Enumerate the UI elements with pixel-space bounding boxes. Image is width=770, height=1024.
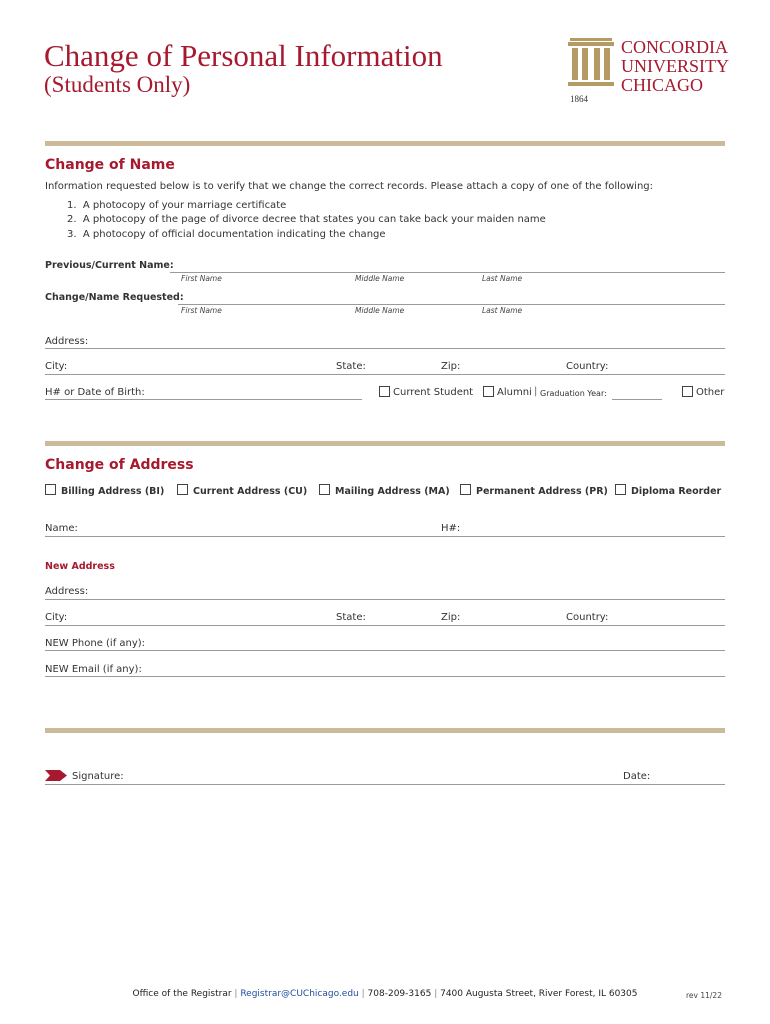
list-item: 1. A photocopy of your marriage certificate (67, 200, 287, 211)
footer-address: 7400 Augusta Street, River Forest, IL 60305 (440, 989, 638, 999)
new-city-state-zip-field[interactable] (45, 625, 725, 626)
footer: Office of the Registrar | Registrar@CUChicago.edu | 708-209-3165 | 7400 Augusta Street, River Forest, IL 60305 (132, 989, 638, 999)
diploma-reorder-checkbox[interactable] (615, 484, 626, 495)
zip-label: Zip: (441, 361, 461, 372)
billing-address-label: Billing Address (BI) (61, 486, 165, 497)
section-divider-1 (45, 141, 725, 146)
mailing-address-label: Mailing Address (MA) (335, 486, 450, 497)
middle-name-caption: Middle Name (355, 274, 405, 283)
permanent-address-checkbox[interactable] (460, 484, 471, 495)
signature-label: Signature: (72, 771, 124, 782)
new-address-heading: New Address (45, 561, 115, 572)
permanent-address-label: Permanent Address (PR) (476, 486, 608, 497)
first-name-caption: First Name (181, 274, 222, 283)
footer-phone: 708-209-3165 (367, 989, 432, 999)
separator: | (534, 386, 538, 397)
other-checkbox[interactable] (682, 386, 693, 397)
city-state-zip-field[interactable] (45, 374, 725, 375)
alumni-checkbox[interactable] (483, 386, 494, 397)
address-label: Address: (45, 336, 89, 347)
city-label: City: (45, 361, 68, 372)
first-name-caption: First Name (181, 306, 222, 315)
graduation-year-label: Graduation Year: (540, 389, 607, 398)
new-address-field[interactable] (45, 599, 725, 600)
list-item: 2. A photocopy of the page of divorce decree that states you can take back your maiden name (67, 214, 546, 225)
date-label: Date: (623, 771, 651, 782)
new-email-label: NEW Email (if any): (45, 664, 142, 675)
new-address-label: Address: (45, 586, 89, 597)
billing-address-checkbox[interactable] (45, 484, 56, 495)
state-label: State: (336, 361, 366, 372)
new-city-label: City: (45, 612, 68, 623)
university-logo (566, 36, 731, 106)
new-state-label: State: (336, 612, 366, 623)
alumni-label: Alumni (497, 387, 532, 398)
section-divider-2 (45, 441, 725, 446)
requested-name-field[interactable] (178, 304, 725, 305)
new-zip-label: Zip: (441, 612, 461, 623)
other-label: Other (696, 387, 725, 398)
new-country-label: Country: (566, 612, 609, 623)
name-label: Name: (45, 523, 78, 534)
last-name-caption: Last Name (482, 306, 523, 315)
hnum-dob-label: H# or Date of Birth: (45, 387, 145, 398)
footer-office: Office of the Registrar (132, 989, 232, 999)
columns-icon (566, 36, 616, 92)
arrow-icon (45, 770, 67, 781)
hnum-label: H#: (441, 523, 461, 534)
address-field[interactable] (45, 348, 725, 349)
revision-label: rev 11/22 (686, 991, 722, 1000)
previous-name-field[interactable] (170, 272, 725, 273)
current-address-checkbox[interactable] (177, 484, 188, 495)
logo-year: 1864 (570, 94, 588, 104)
current-student-checkbox[interactable] (379, 386, 390, 397)
section-divider-3 (45, 728, 725, 733)
list-item: 3. A photocopy of official documentation indicating the change (67, 229, 386, 240)
hnum-dob-field[interactable] (45, 399, 362, 400)
change-of-address-heading: Change of Address (45, 457, 194, 473)
middle-name-caption: Middle Name (355, 306, 405, 315)
current-student-label: Current Student (393, 387, 474, 398)
logo-line-3: CHICAGO (621, 75, 704, 95)
mailing-address-checkbox[interactable] (319, 484, 330, 495)
page-subtitle: (Students Only) (44, 72, 191, 97)
new-phone-field[interactable] (45, 650, 725, 651)
graduation-year-field[interactable] (612, 399, 662, 400)
name-hnum-field[interactable] (45, 536, 725, 537)
footer-email-link[interactable]: Registrar@CUChicago.edu (240, 989, 359, 999)
diploma-reorder-label: Diploma Reorder (631, 486, 722, 497)
change-of-name-heading: Change of Name (45, 157, 175, 173)
last-name-caption: Last Name (482, 274, 523, 283)
new-email-field[interactable] (45, 676, 725, 677)
new-phone-label: NEW Phone (if any): (45, 638, 146, 649)
requested-name-label: Change/Name Requested: (45, 292, 184, 303)
current-address-label: Current Address (CU) (193, 486, 308, 497)
logo-line-2: UNIVERSITY (621, 56, 729, 76)
signature-field[interactable] (45, 784, 725, 785)
previous-name-label: Previous/Current Name: (45, 260, 174, 271)
name-intro-text: Information requested below is to verify that we change the correct records. Please attach a copy of one of the following: (45, 181, 654, 192)
country-label: Country: (566, 361, 609, 372)
page-title: Change of Personal Information (44, 38, 443, 73)
logo-line-1: CONCORDIA (621, 37, 729, 57)
